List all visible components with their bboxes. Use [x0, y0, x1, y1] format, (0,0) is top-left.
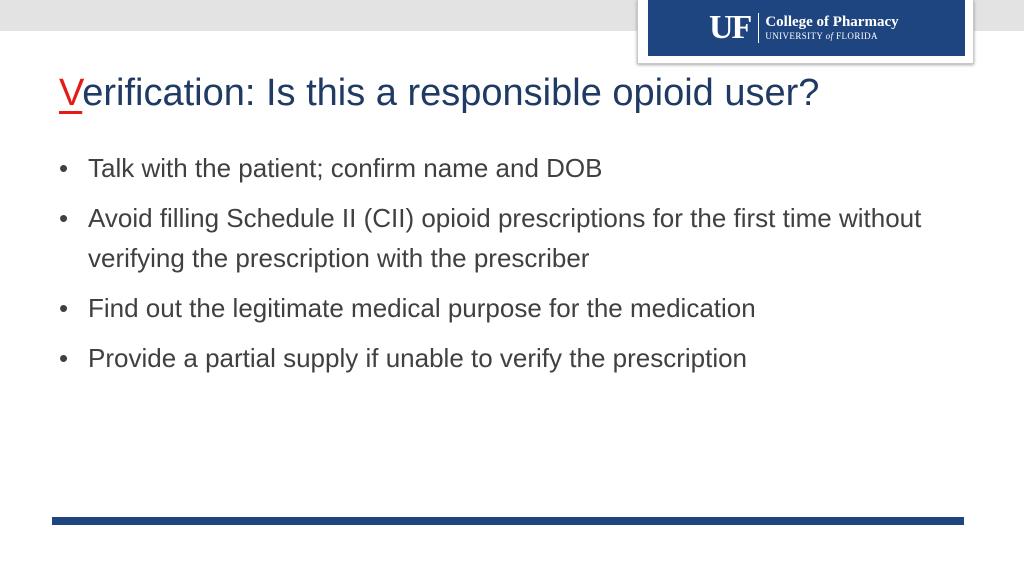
logo-text [765, 14, 898, 42]
logo-frame [637, 0, 974, 64]
uf-logo-mark: UF [709, 9, 751, 46]
bullet-dot: • [59, 203, 69, 233]
bottom-rule [52, 517, 964, 525]
bullet-list [59, 148, 959, 388]
bullet-text: Talk with the patient; confirm name and DOB [88, 153, 603, 183]
logo-university-name [765, 31, 898, 42]
bullet-dot: • [59, 343, 69, 373]
uf-pharmacy-logo [648, 0, 965, 56]
bullet-item [59, 148, 959, 188]
title-rest: erification: Is this a responsible opioid user? [82, 72, 820, 114]
bullet-dot: • [59, 293, 69, 323]
bullet-item [59, 338, 959, 378]
bullet-text: Find out the legitimate medical purpose for the medication [88, 293, 756, 323]
logo-university-of: of [825, 31, 834, 41]
logo-university-pre: UNIVERSITY [765, 31, 823, 41]
slide-title [59, 72, 819, 115]
bullet-text: Avoid filling Schedule II (CII) opioid prescriptions for the first time without verifying the prescription with the prescriber [88, 203, 922, 273]
bullet-item [59, 288, 959, 328]
bullet-text: Provide a partial supply if unable to verify the prescription [88, 343, 748, 373]
title-first-letter: V [59, 72, 83, 114]
bullet-item [59, 198, 959, 278]
bullet-dot: • [59, 153, 69, 183]
logo-college-name: College of Pharmacy [765, 14, 899, 30]
logo-university-post: FLORIDA [836, 31, 878, 41]
logo-divider [758, 13, 759, 43]
